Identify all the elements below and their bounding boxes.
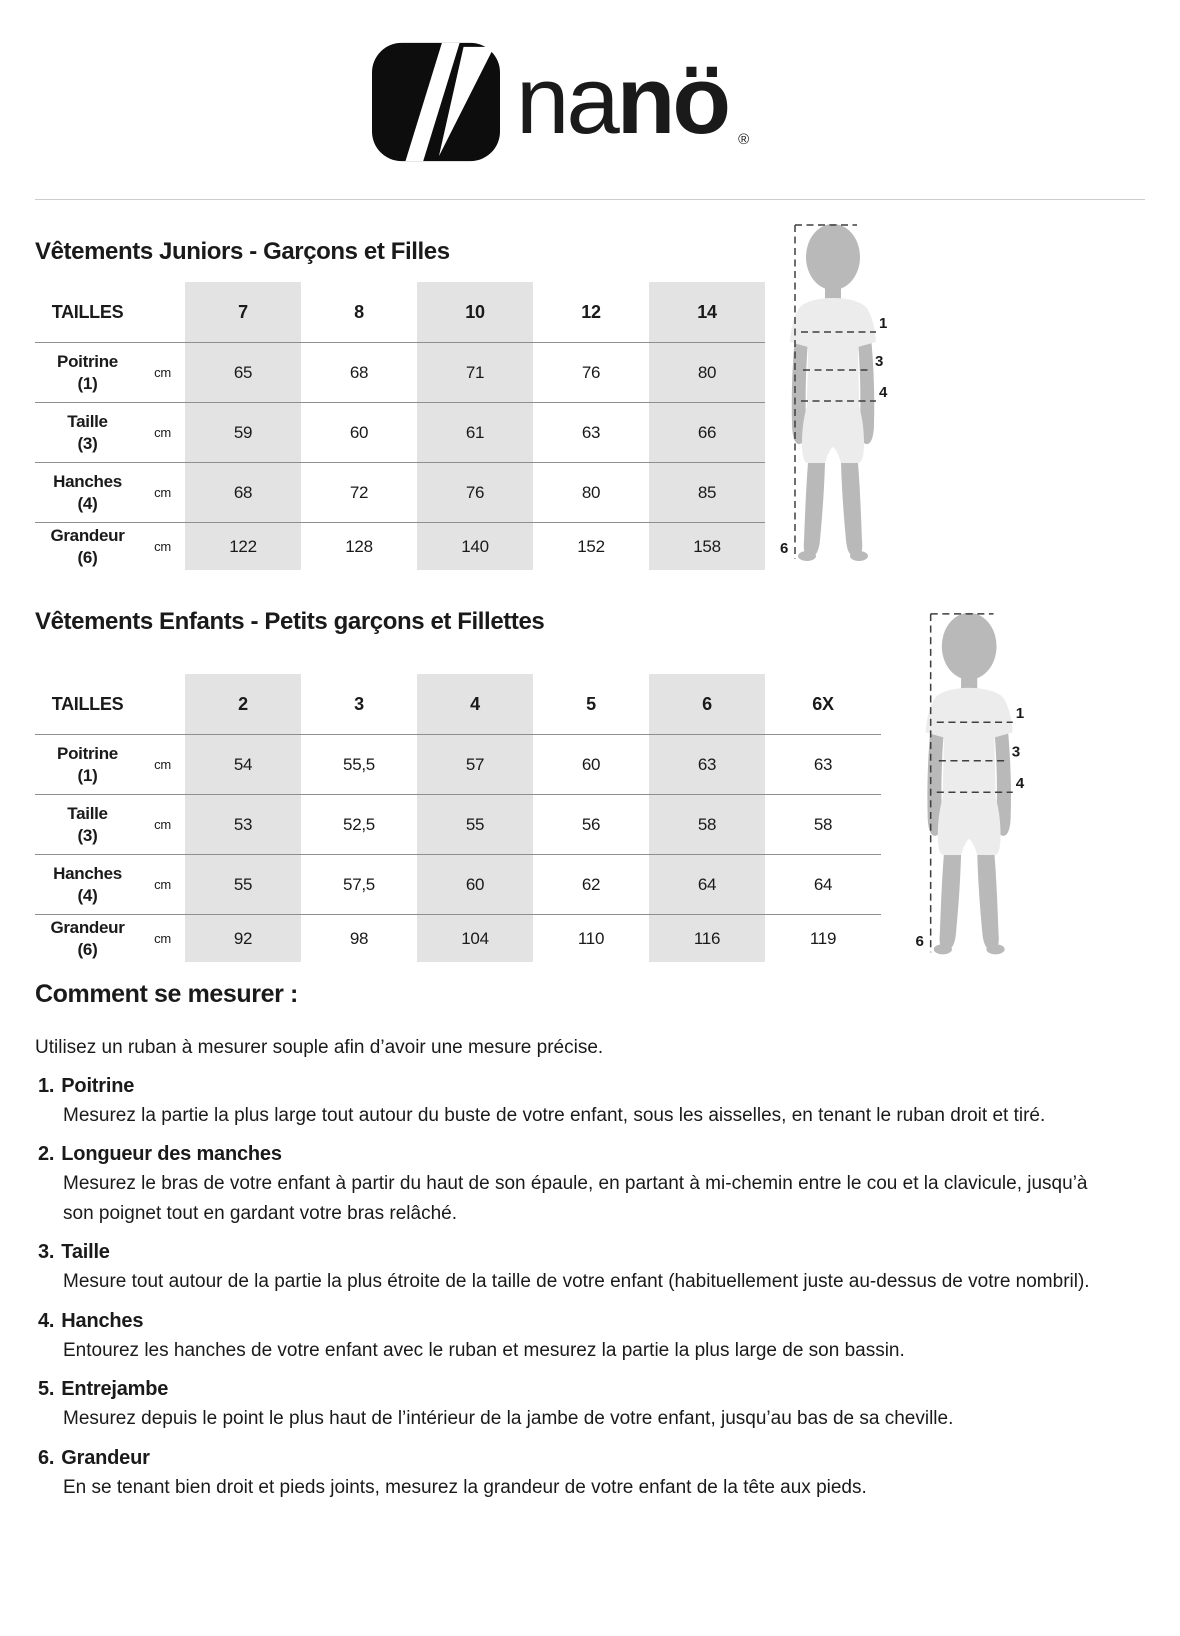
size-column-header: 14 bbox=[649, 282, 765, 342]
size-value-cell: 104 bbox=[417, 914, 533, 962]
measurement-row-label: Grandeur (6) bbox=[35, 522, 140, 570]
child-silhouette bbox=[790, 224, 876, 561]
unit-cell: cm bbox=[140, 462, 185, 522]
child-figure-enfants bbox=[880, 598, 1032, 956]
measurement-row-label: Grandeur (6) bbox=[35, 914, 140, 962]
size-value-cell: 68 bbox=[301, 342, 417, 402]
height-label: 6 bbox=[780, 540, 789, 557]
height-label: 6 bbox=[915, 933, 924, 951]
unit-cell: cm bbox=[140, 914, 185, 962]
size-column-header: 3 bbox=[354, 693, 364, 714]
measurement-row-label: Taille (3) bbox=[35, 794, 140, 854]
item-title: Longueur des manches bbox=[61, 1143, 282, 1166]
item-number: 4. bbox=[38, 1309, 55, 1332]
section-title-enfants: Vêtements Enfants - Petits garçons et Fillettes bbox=[35, 608, 545, 635]
size-value-cell: 66 bbox=[649, 402, 765, 462]
how-to-intro: Utilisez un ruban à mesurer souple afin d’avoir une mesure précise. bbox=[35, 1037, 604, 1058]
item-text: Mesurez le bras de votre enfant à partir du haut de son épaule, en partant à mi-chemin entre le cou et la clavicule, jusqu’à son poignet tout en gardant votre bras relâché. bbox=[63, 1173, 1088, 1224]
table-header-spacer bbox=[140, 674, 185, 734]
size-value-cell: 122 bbox=[185, 522, 301, 570]
item-text: Mesure tout autour de la partie la plus étroite de la taille de votre enfant (habituellement juste au-dessus de votre nombril). bbox=[63, 1271, 1090, 1293]
size-column-header: 2 bbox=[185, 674, 301, 734]
size-value-cell: 56 bbox=[533, 794, 649, 854]
size-value-cell: 98 bbox=[301, 914, 417, 962]
item-text: Entourez les hanches de votre enfant avec le ruban et mesurez la partie la plus large de son bassin. bbox=[63, 1339, 905, 1361]
size-value-cell: 60 bbox=[533, 734, 649, 794]
size-value-cell: 57 bbox=[417, 734, 533, 794]
size-column-header: 5 bbox=[586, 693, 596, 714]
size-value-cell: 61 bbox=[417, 402, 533, 462]
waist-label: 3 bbox=[875, 353, 884, 370]
measurement-row-label: Hanches (4) bbox=[35, 462, 140, 522]
size-value-cell: 76 bbox=[417, 462, 533, 522]
item-title: Taille bbox=[61, 1241, 110, 1264]
nano-logo-icon bbox=[372, 42, 500, 162]
size-value-cell: 59 bbox=[185, 402, 301, 462]
size-value-cell: 65 bbox=[185, 342, 301, 402]
size-value-cell: 54 bbox=[185, 734, 301, 794]
how-to-item-grandeur bbox=[35, 1447, 1125, 1502]
size-column-header: 8 bbox=[354, 301, 364, 322]
item-text: Mesurez depuis le point le plus haut de l’intérieur de la jambe de votre enfant, jusqu’au bas de sa cheville. bbox=[63, 1408, 954, 1430]
measurement-row-label: Taille (3) bbox=[35, 402, 140, 462]
unit-cell: cm bbox=[140, 402, 185, 462]
table-header-tailles: TAILLES bbox=[51, 301, 124, 322]
size-value-cell: 140 bbox=[417, 522, 533, 570]
brand-wordmark-bold: nö bbox=[616, 47, 729, 154]
size-value-cell: 80 bbox=[649, 342, 765, 402]
size-column-header: 6 bbox=[649, 674, 765, 734]
table-header-spacer bbox=[140, 282, 185, 342]
size-value-cell: 158 bbox=[649, 522, 765, 570]
size-value-cell: 152 bbox=[533, 522, 649, 570]
item-title: Poitrine bbox=[61, 1075, 135, 1097]
size-value-cell: 63 bbox=[649, 734, 765, 794]
size-column-header: 6X bbox=[812, 693, 834, 714]
how-to-item-entrejambe bbox=[35, 1378, 1125, 1433]
size-value-cell: 62 bbox=[533, 854, 649, 914]
how-to-measure-section bbox=[35, 980, 1125, 1515]
unit-cell: cm bbox=[140, 522, 185, 570]
size-value-cell: 63 bbox=[765, 734, 881, 794]
size-column-header: 4 bbox=[417, 674, 533, 734]
size-table-enfants bbox=[35, 674, 881, 962]
child-figure-juniors bbox=[745, 210, 895, 562]
size-value-cell: 76 bbox=[533, 342, 649, 402]
size-value-cell: 71 bbox=[417, 342, 533, 402]
size-value-cell: 58 bbox=[765, 794, 881, 854]
size-value-cell: 119 bbox=[765, 914, 881, 962]
header-divider bbox=[35, 199, 1145, 200]
size-value-cell: 64 bbox=[649, 854, 765, 914]
size-value-cell: 60 bbox=[417, 854, 533, 914]
size-value-cell: 72 bbox=[301, 462, 417, 522]
item-number: 2. bbox=[38, 1143, 55, 1166]
chest-label: 1 bbox=[879, 315, 888, 332]
table-header-tailles: TAILLES bbox=[51, 693, 124, 714]
item-number: 6. bbox=[38, 1446, 55, 1469]
size-value-cell: 68 bbox=[185, 462, 301, 522]
unit-cell: cm bbox=[140, 794, 185, 854]
brand-wordmark-regular: na bbox=[516, 47, 617, 154]
waist-label: 3 bbox=[1011, 743, 1021, 761]
unit-cell: cm bbox=[140, 854, 185, 914]
size-value-cell: 128 bbox=[301, 522, 417, 570]
brand-wordmark bbox=[516, 42, 728, 160]
item-text: En se tenant bien droit et pieds joints, mesurez la grandeur de votre enfant de la tête aux pieds. bbox=[63, 1476, 867, 1498]
how-to-title: Comment se mesurer : bbox=[35, 980, 298, 1008]
item-title: Hanches bbox=[61, 1309, 144, 1332]
size-table-juniors bbox=[35, 282, 765, 570]
item-number: 3. bbox=[38, 1241, 55, 1264]
item-title: Entrejambe bbox=[61, 1378, 169, 1401]
how-to-item-hanches bbox=[35, 1310, 1125, 1365]
size-value-cell: 55 bbox=[185, 854, 301, 914]
chest-label: 1 bbox=[1015, 705, 1025, 723]
measurement-row-label: Poitrine (1) bbox=[35, 734, 140, 794]
unit-cell: cm bbox=[140, 734, 185, 794]
unit-cell: cm bbox=[140, 342, 185, 402]
size-value-cell: 80 bbox=[533, 462, 649, 522]
measurement-row-label: Hanches (4) bbox=[35, 854, 140, 914]
size-value-cell: 55 bbox=[417, 794, 533, 854]
size-column-header: 12 bbox=[581, 301, 601, 322]
size-value-cell: 116 bbox=[649, 914, 765, 962]
hips-label: 4 bbox=[879, 384, 888, 401]
size-value-cell: 60 bbox=[301, 402, 417, 462]
item-title: Grandeur bbox=[61, 1446, 150, 1469]
item-number: 5. bbox=[38, 1378, 55, 1401]
size-value-cell: 63 bbox=[533, 402, 649, 462]
size-value-cell: 58 bbox=[649, 794, 765, 854]
size-value-cell: 55,5 bbox=[301, 734, 417, 794]
size-value-cell: 92 bbox=[185, 914, 301, 962]
hips-label: 4 bbox=[1015, 775, 1025, 793]
size-column-header: 7 bbox=[185, 282, 301, 342]
size-value-cell: 57,5 bbox=[301, 854, 417, 914]
how-to-item-poitrine bbox=[35, 1075, 1125, 1130]
size-value-cell: 64 bbox=[765, 854, 881, 914]
brand-logo bbox=[372, 42, 749, 162]
child-silhouette bbox=[926, 613, 1013, 954]
registered-trademark-symbol: ® bbox=[738, 131, 750, 148]
item-text: Mesurez la partie la plus large tout autour du buste de votre enfant, sous les aisselles, en tenant le ruban droit et tiré. bbox=[63, 1105, 1046, 1126]
size-value-cell: 53 bbox=[185, 794, 301, 854]
measurement-row-label: Poitrine (1) bbox=[35, 342, 140, 402]
section-title-juniors: Vêtements Juniors - Garçons et Filles bbox=[35, 238, 450, 265]
size-value-cell: 110 bbox=[533, 914, 649, 962]
size-value-cell: 52,5 bbox=[301, 794, 417, 854]
size-column-header: 10 bbox=[417, 282, 533, 342]
size-value-cell: 85 bbox=[649, 462, 765, 522]
how-to-item-manches bbox=[35, 1143, 1125, 1228]
item-number: 1. bbox=[38, 1075, 55, 1097]
how-to-item-taille bbox=[35, 1241, 1125, 1296]
